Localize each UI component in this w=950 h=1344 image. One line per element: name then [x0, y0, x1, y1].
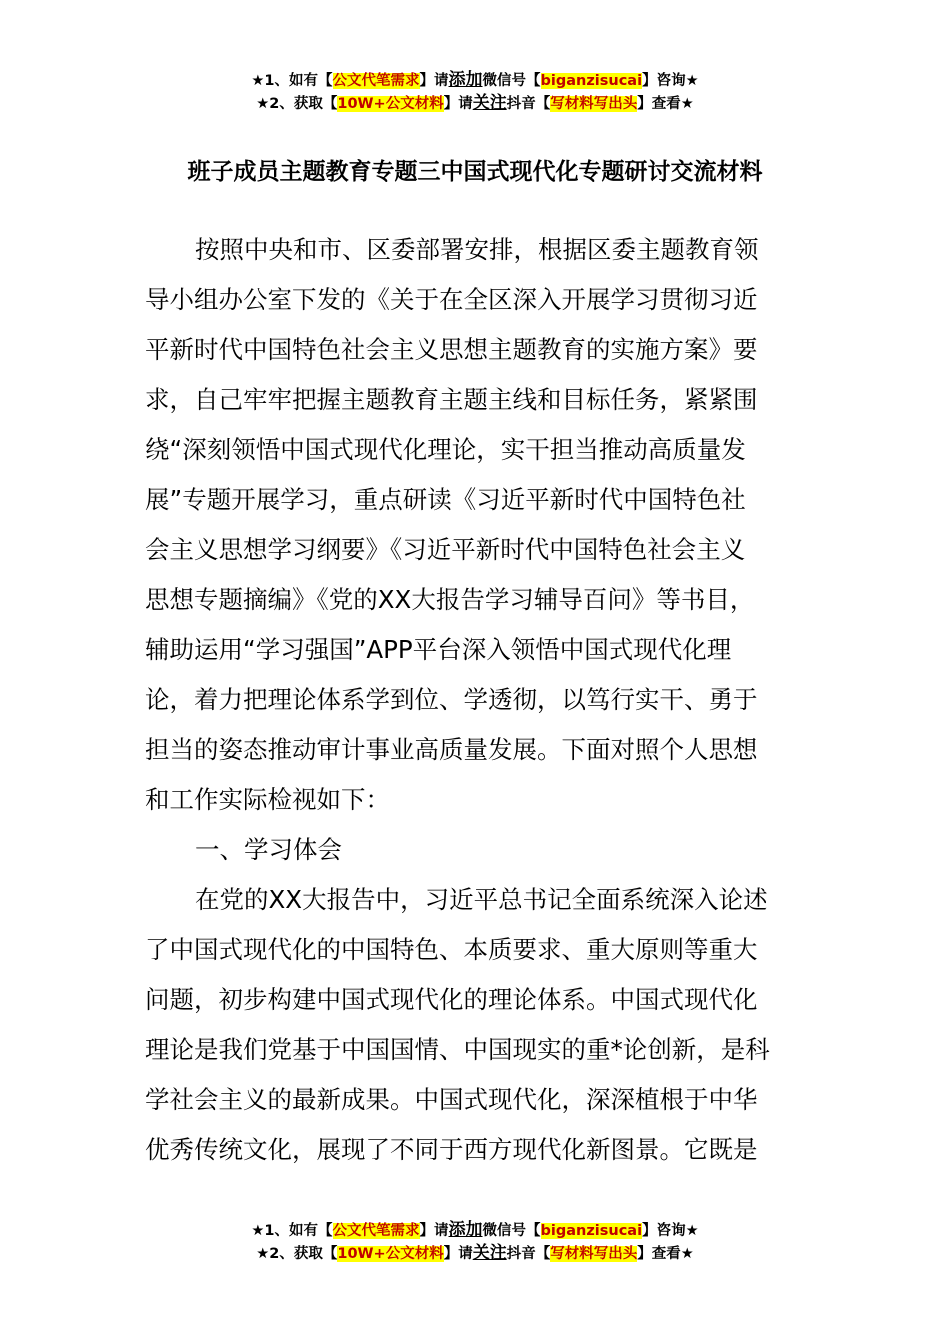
document-body [145, 225, 810, 1175]
body-line: 绕“深刻领悟中国式现代化理论，实干担当推动高质量发 [145, 435, 746, 464]
body-line: 导小组办公室下发的《关于在全区深入开展学习贯彻习近 [145, 285, 758, 314]
promo-banner-top [0, 69, 950, 115]
body-line: 了中国式现代化的中国特色、本质要求、重大原则等重大 [145, 935, 758, 964]
promo-line-2: ★2、获取【10W+公文材料】请关注抖音【写材料写出头】查看★ [256, 1243, 694, 1263]
body-line: 求，自己牢牢把握主题教育主题主线和目标任务，紧紧围 [145, 385, 758, 414]
body-line: 理论是我们党基于中国国情、中国现实的重*论创新，是科 [145, 1035, 770, 1064]
promo-line-1: ★1、如有【公文代笔需求】请添加微信号【biganzisucai】咨询★ [251, 70, 699, 90]
body-line: 会主义思想学习纲要》《习近平新时代中国特色社会主义 [145, 535, 746, 564]
body-line: 平新时代中国特色社会主义思想主题教育的实施方案》要 [145, 335, 758, 364]
body-line: 和工作实际检视如下： [145, 785, 390, 814]
body-line: 学社会主义的最新成果。中国式现代化，深深植根于中华 [145, 1085, 758, 1114]
promo-banner-bottom [0, 1219, 950, 1265]
document-title: 班子成员主题教育专题三中国式现代化专题研讨交流材料 [187, 159, 763, 185]
highlight-wechat-id: biganzisucai [540, 73, 643, 89]
highlight-wechat-id: biganzisucai [540, 1223, 643, 1239]
highlight-douyin-account: 写材料写出头 [550, 1246, 638, 1262]
body-line: 展”专题开展学习，重点研读《习近平新时代中国特色社 [145, 485, 746, 514]
highlight-douyin-account: 写材料写出头 [550, 96, 638, 112]
body-line: 论，着力把理论体系学到位、学透彻，以笃行实干、勇于 [145, 685, 758, 714]
body-line: 担当的姿态推动审计事业高质量发展。下面对照个人思想 [145, 735, 758, 764]
section-heading: 一、学习体会 [195, 835, 342, 864]
body-line: 在党的XX大报告中，习近平总书记全面系统深入论述 [195, 885, 768, 914]
highlight-materials: 10W+公文材料 [337, 1246, 444, 1262]
body-line: 问题，初步构建中国式现代化的理论体系。中国式现代化 [145, 985, 758, 1014]
body-line: 按照中央和市、区委部署安排，根据区委主题教育领 [195, 235, 759, 264]
body-line: 辅助运用“学习强国”APP平台深入领悟中国式现代化理 [145, 635, 732, 664]
promo-line-1: ★1、如有【公文代笔需求】请添加微信号【biganzisucai】咨询★ [251, 1220, 699, 1240]
body-line: 思想专题摘编》《党的XX大报告学习辅导百问》等书目， [145, 585, 755, 614]
highlight-materials: 10W+公文材料 [337, 96, 444, 112]
highlight-writing-service: 公文代笔需求 [332, 1223, 420, 1239]
body-line: 优秀传统文化，展现了不同于西方现代化新图景。它既是 [145, 1135, 758, 1164]
promo-line-2: ★2、获取【10W+公文材料】请关注抖音【写材料写出头】查看★ [256, 93, 694, 113]
highlight-writing-service: 公文代笔需求 [332, 73, 420, 89]
